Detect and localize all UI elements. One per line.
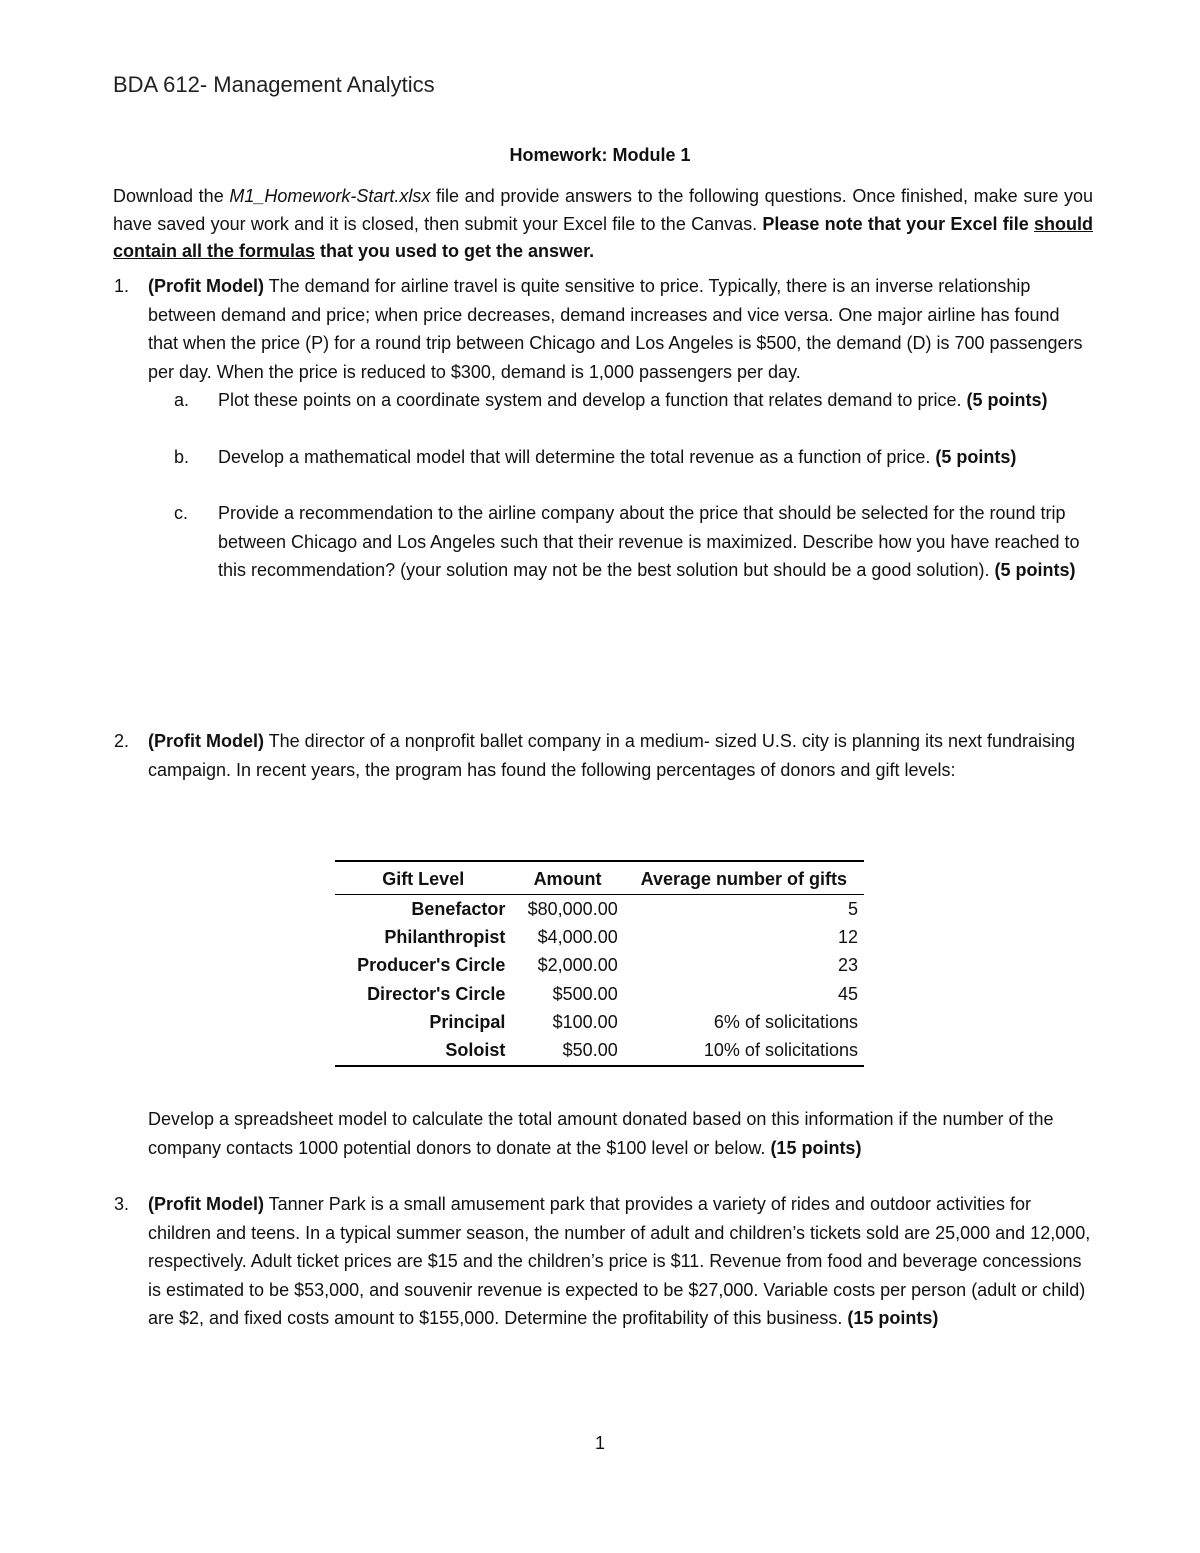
table-row xyxy=(335,952,864,980)
question-3-number: 3. xyxy=(114,1194,130,1214)
question-2-followup xyxy=(148,1105,1093,1162)
amount-cell: $100.00 xyxy=(552,1011,618,1032)
amount-cell: $4,000.00 xyxy=(537,926,618,947)
table-row xyxy=(335,923,864,951)
course-title: BDA 612- Management Analytics xyxy=(113,72,435,97)
intro-text-2: file and provide answers to the following questions. Once finished, make sure you have saved your work and it is closed, then submit your Excel file to the Canvas. xyxy=(113,186,1093,234)
part-c-letter: c. xyxy=(174,503,189,523)
part-c-text: Provide a recommendation to the airline company about the price that should be selected for the round trip between Chicago and Los Angeles such that their revenue is maximized. Describe how you have reached to this recommendation? (your solution may not be the best solution but should be a good solution). xyxy=(218,503,1080,580)
intro-note-underlined: should contain all the formulas xyxy=(113,213,1093,261)
part-c-points: (5 points) xyxy=(994,560,1076,580)
part-b-letter: b. xyxy=(174,446,190,467)
question-3-points: (15 points) xyxy=(847,1308,939,1328)
gift-level-cell: Producer's Circle xyxy=(357,955,506,976)
question-1-part-c xyxy=(174,499,1093,585)
question-1-part-a xyxy=(174,386,1093,415)
question-2-text xyxy=(148,727,1093,784)
intro-paragraph xyxy=(113,183,1093,266)
question-1-tag: (Profit Model) xyxy=(148,276,264,296)
intro-filename: M1_Homework-Start.xlsx xyxy=(229,186,431,206)
table-header-row xyxy=(335,861,864,895)
intro-note-2: that you used to get the answer. xyxy=(315,241,595,261)
gift-level-cell: Benefactor xyxy=(411,898,506,919)
average-gifts-cell: 12 xyxy=(837,926,858,947)
header-gift-level: Gift Level xyxy=(335,861,511,895)
question-3-body: Tanner Park is a small amusement park that provides a variety of rides and outdoor activities for children and teens. In a typical summer season, the number of adult and children’s tickets sold are 25,000 and 12,000, respectively. Adult ticket prices are $15 and the children’s price is $11. Revenue from food and beverage concessions is estimated to be $53,000, and souvenir revenue is expected to be $27,000. Variable costs per person (adult or child) are $2, and fixed costs amount to $155,000. Determine the profitability of this business. xyxy=(148,1194,1091,1328)
table-row xyxy=(335,1036,864,1065)
gift-level-table xyxy=(335,860,864,1067)
gift-level-cell: Philanthropist xyxy=(384,926,506,947)
question-1-part-b xyxy=(174,443,1093,472)
average-gifts-cell: 5 xyxy=(847,898,858,919)
question-1 xyxy=(114,272,1093,585)
amount-cell: $80,000.00 xyxy=(527,898,618,919)
gift-level-cell: Director's Circle xyxy=(367,983,506,1004)
question-2-points: (15 points) xyxy=(770,1137,862,1158)
part-b-points: (5 points) xyxy=(935,446,1017,467)
average-gifts-cell: 6% of solicitations xyxy=(713,1011,858,1032)
table-row xyxy=(335,895,864,924)
amount-cell: $50.00 xyxy=(562,1040,618,1061)
average-gifts-cell: 10% of solicitations xyxy=(703,1040,858,1061)
header-average-gifts: Average number of gifts xyxy=(624,861,864,895)
homework-title: Homework: Module 1 xyxy=(509,145,691,165)
gift-level-cell: Principal xyxy=(429,1011,506,1032)
amount-cell: $2,000.00 xyxy=(537,955,618,976)
header-amount: Amount xyxy=(511,861,623,895)
gift-level-cell: Soloist xyxy=(445,1040,506,1061)
question-1-body: The demand for airline travel is quite sensitive to price. Typically, there is an inverse relationship between demand and price; when price decreases, demand increases and vice versa. One major airline has found that when the price (P) for a round trip between Chicago and Los Angeles is $500, the demand (D) is 700 passengers per day. When the price is reduced to $300, demand is 1,000 passengers per day. xyxy=(148,276,1083,382)
average-gifts-cell: 45 xyxy=(837,983,858,1004)
intro-note-1: Please note that your Excel file xyxy=(762,213,1034,234)
question-1-number: 1. xyxy=(114,276,130,296)
table-row xyxy=(335,980,864,1008)
amount-cell: $500.00 xyxy=(552,983,618,1004)
question-1-text xyxy=(148,272,1093,386)
question-3-text xyxy=(148,1190,1093,1333)
question-2-tag: (Profit Model) xyxy=(148,731,264,751)
question-2-number: 2. xyxy=(114,731,130,751)
question-2-body: The director of a nonprofit ballet company in a medium- sized U.S. city is planning its next fundraising campaign. In recent years, the program has found the following percentages of donors and gift levels: xyxy=(148,731,1076,780)
question-2 xyxy=(114,727,1093,784)
question-3-tag: (Profit Model) xyxy=(148,1194,264,1214)
part-b-text: Develop a mathematical model that will determine the total revenue as a function of price. xyxy=(218,446,936,467)
average-gifts-cell: 23 xyxy=(837,955,858,976)
question-2-followup-text: Develop a spreadsheet model to calculate the total amount donated based on this information if the number of the company contacts 1000 potential donors to donate at the $100 level or below. xyxy=(148,1109,1054,1158)
question-3 xyxy=(114,1190,1093,1333)
part-a-points: (5 points) xyxy=(966,390,1048,410)
part-a-text: Plot these points on a coordinate system and develop a function that relates demand to price. xyxy=(218,390,967,410)
page-number: 1 xyxy=(594,1433,605,1453)
intro-text-1: Download the xyxy=(113,186,230,206)
part-a-letter: a. xyxy=(174,390,190,410)
table-row xyxy=(335,1008,864,1036)
